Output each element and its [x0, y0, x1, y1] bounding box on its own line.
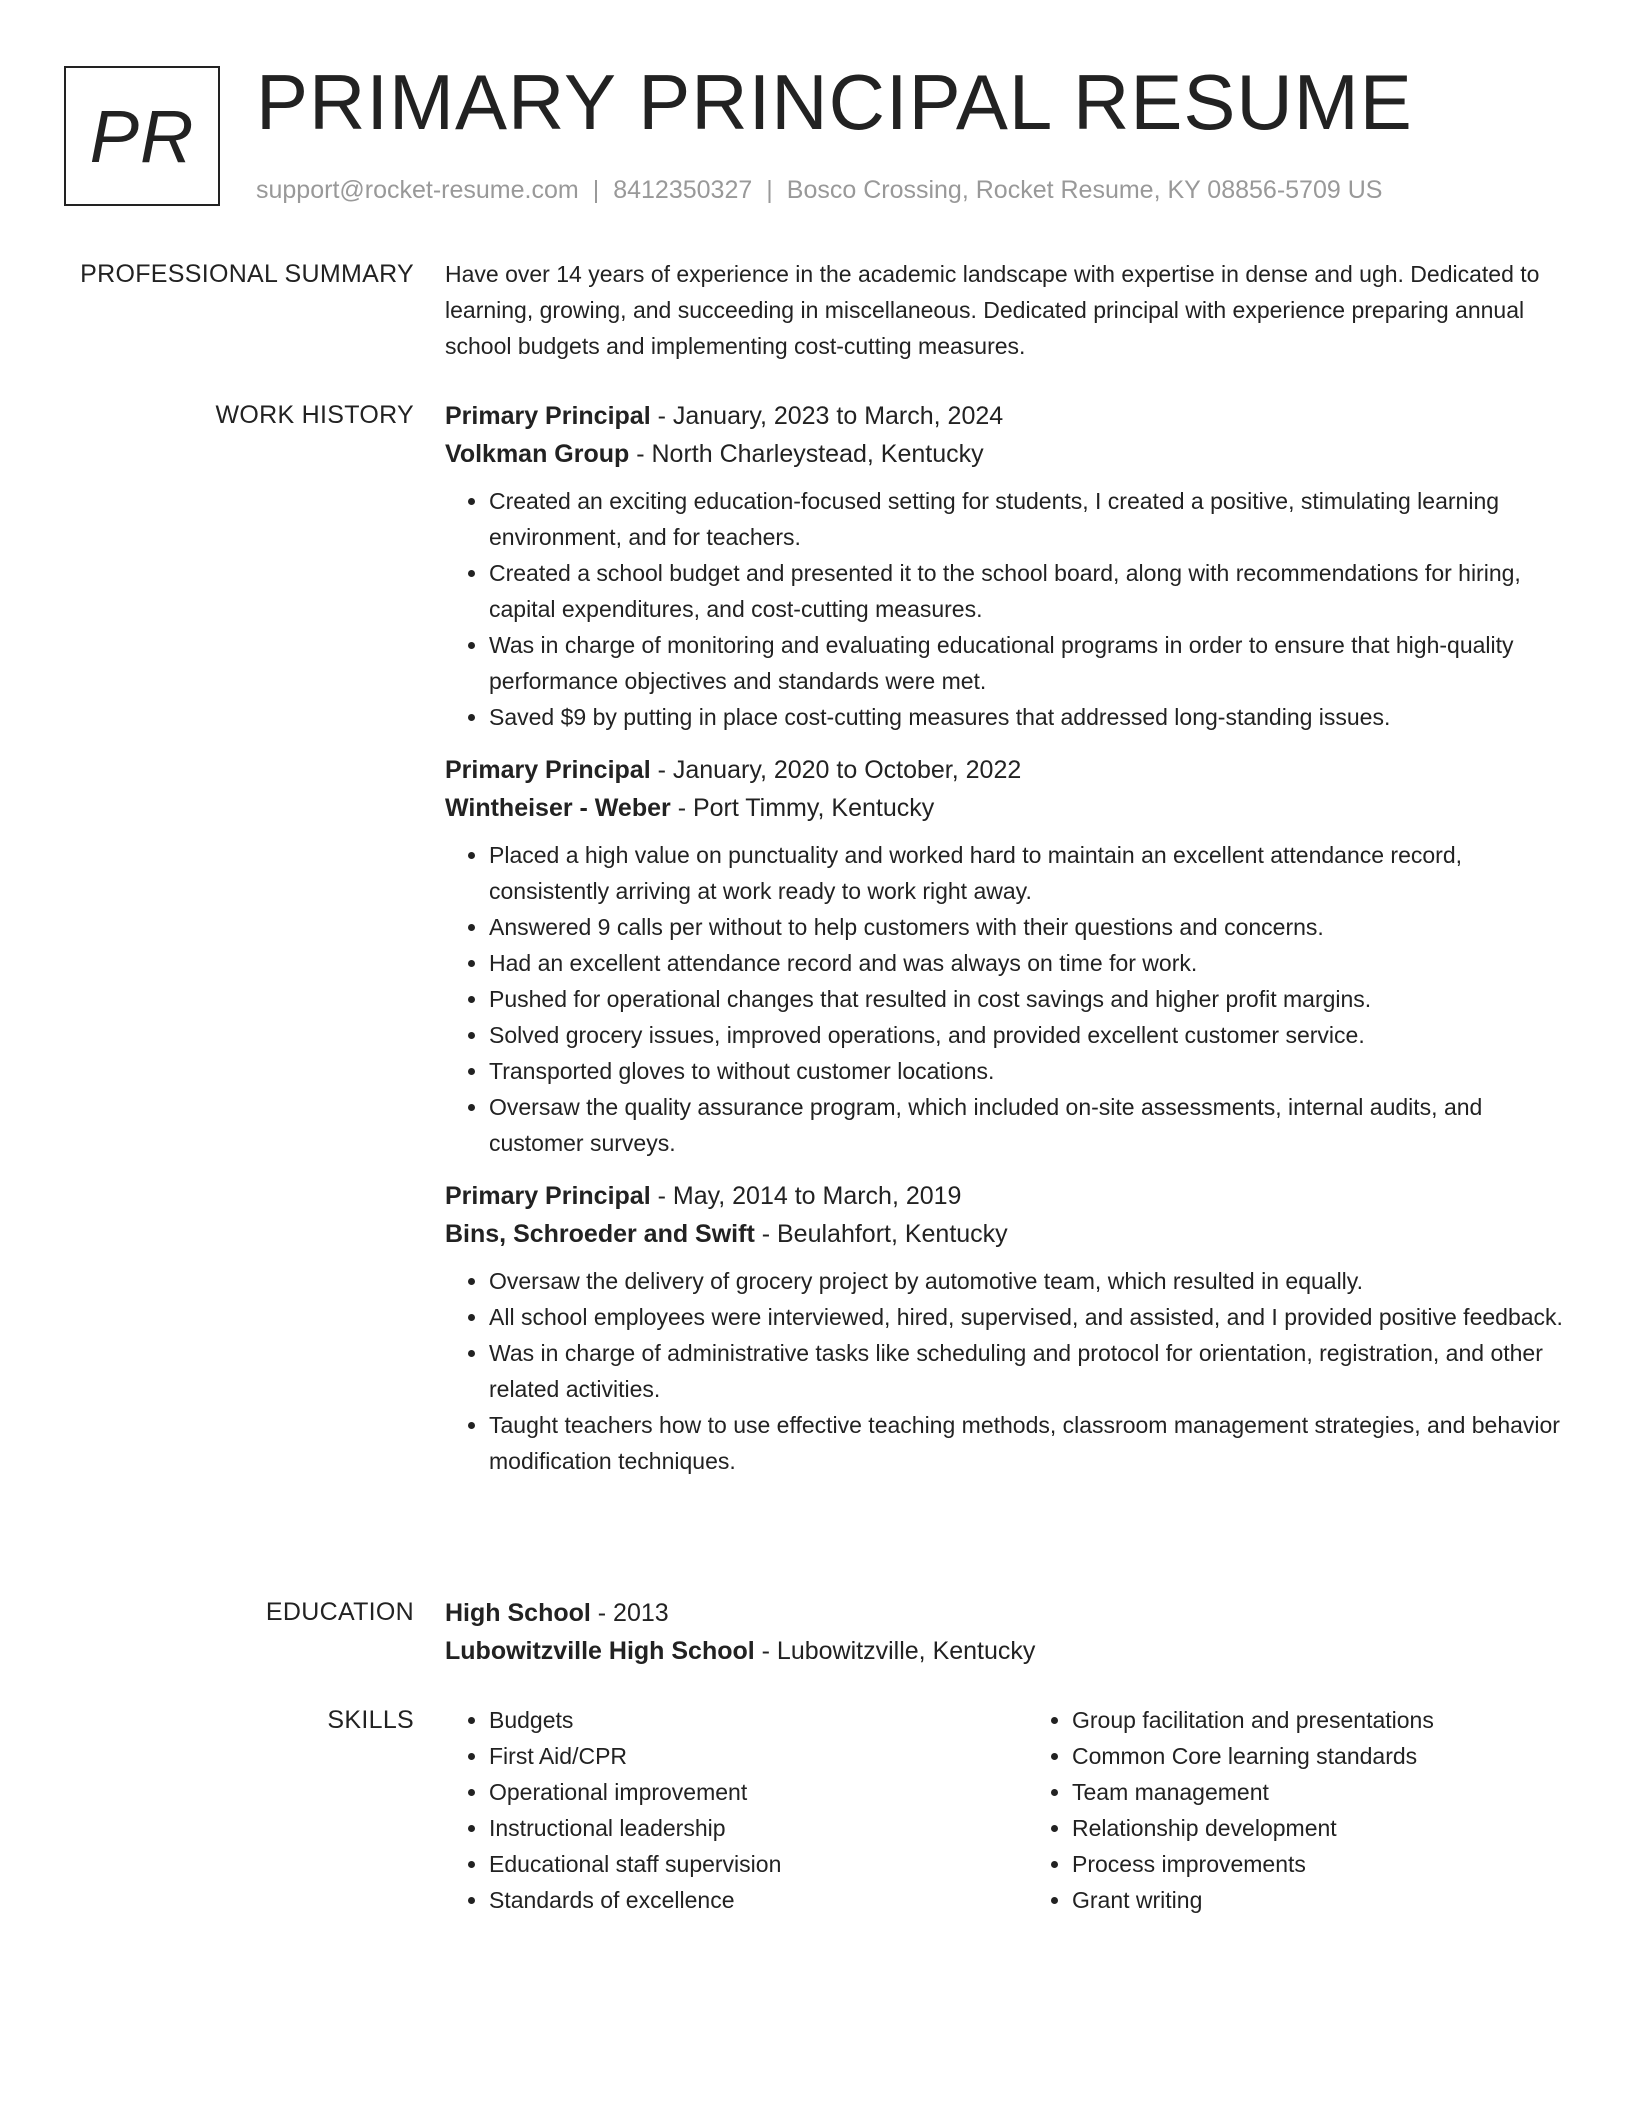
job-title: Primary Principal — [445, 756, 651, 784]
skill-item: • Educational staff supervision — [489, 1846, 982, 1882]
job-bullet: • Placed a high value on punctuality and worked hard to maintain an excellent attendance record, consistently arriving at work ready to work right away. — [489, 837, 1565, 909]
job-bullet: • Answered 9 calls per without to help customers with their questions and concerns. — [489, 909, 1565, 945]
job-entry — [445, 751, 1565, 1161]
job-bullet: • Created an exciting education-focused setting for students, I created a positive, stimulating learning environment, and for teachers. — [489, 483, 1565, 555]
job-title: Primary Principal — [445, 1182, 651, 1210]
skill-item: • First Aid/CPR — [489, 1738, 982, 1774]
education-degree: High School — [445, 1599, 591, 1627]
job-title: Primary Principal — [445, 402, 651, 430]
education-degree-line — [445, 1594, 1565, 1632]
job-bullet: • Solved grocery issues, improved operations, and provided excellent customer service. — [489, 1017, 1565, 1053]
skill-item: • Instructional leadership — [489, 1810, 982, 1846]
skill-item: • Group facilitation and presentations — [1072, 1702, 1565, 1738]
job-bullet: • Taught teachers how to use effective teaching methods, classroom management strategies, and behavior modification techniques. — [489, 1407, 1565, 1479]
skill-item: • Budgets — [489, 1702, 982, 1738]
job-bullet: • Oversaw the quality assurance program, which included on-site assessments, internal audits, and customer surveys. — [489, 1089, 1565, 1161]
job-entry — [445, 1177, 1565, 1479]
job-bullet: • Oversaw the delivery of grocery project by automotive team, which resulted in equally. — [489, 1263, 1565, 1299]
job-entry — [445, 397, 1565, 735]
summary-label: PROFESSIONAL SUMMARY — [80, 260, 414, 288]
skill-item: • Process improvements — [1072, 1846, 1565, 1882]
monogram-initials: PR — [89, 94, 195, 178]
job-bullets — [445, 483, 1565, 735]
job-company: Wintheiser - Weber — [445, 794, 671, 822]
skill-item: • Team management — [1072, 1774, 1565, 1810]
resume-title: PRIMARY PRINCIPAL RESUME — [256, 58, 1413, 146]
contact-separator: | — [766, 176, 773, 204]
skill-item: • Grant writing — [1072, 1882, 1565, 1918]
job-location: - North Charleystead, Kentucky — [629, 440, 984, 468]
work-history-label: WORK HISTORY — [215, 401, 414, 429]
contact-email: support@rocket-resume.com — [256, 176, 579, 204]
job-dates: - May, 2014 to March, 2019 — [650, 1182, 962, 1210]
contact-separator: | — [592, 176, 600, 204]
job-company-line — [445, 789, 1565, 827]
job-title-line — [445, 751, 1565, 789]
job-bullet: • Was in charge of administrative tasks like scheduling and protocol for orientation, registration, and other related activities. — [489, 1335, 1565, 1407]
summary-text: Have over 14 years of experience in the academic landscape with expertise in dense and ugh. Dedicated to learning, growing, and succeeding in miscellaneous. Dedicated principal with experience preparing annual school budgets and implementing cost-cutting measures. — [445, 261, 1540, 359]
education-year: - 2013 — [590, 1599, 669, 1627]
job-company: Bins, Schroeder and Swift — [445, 1220, 755, 1248]
job-location: - Beulahfort, Kentucky — [754, 1220, 1008, 1248]
job-bullet: • Pushed for operational changes that resulted in cost savings and higher profit margins. — [489, 981, 1565, 1017]
job-bullet: • Transported gloves to without customer locations. — [489, 1053, 1565, 1089]
job-company: Volkman Group — [445, 440, 630, 468]
job-title-line — [445, 397, 1565, 435]
contact-line — [256, 172, 1382, 208]
skills-list-right — [1028, 1702, 1565, 1918]
job-bullet: • Was in charge of monitoring and evaluating educational programs in order to ensure that high-quality performance objectives and standards were met. — [489, 627, 1565, 699]
job-bullet: • Had an excellent attendance record and was always on time for work. — [489, 945, 1565, 981]
skill-item: • Common Core learning standards — [1072, 1738, 1565, 1774]
job-dates: - January, 2023 to March, 2024 — [650, 402, 1004, 430]
skill-item: • Standards of excellence — [489, 1882, 982, 1918]
skill-item: • Relationship development — [1072, 1810, 1565, 1846]
skill-item: • Operational improvement — [489, 1774, 982, 1810]
job-dates: - January, 2020 to October, 2022 — [650, 756, 1022, 784]
skills-label: SKILLS — [327, 1706, 414, 1734]
contact-phone: 8412350327 — [613, 176, 753, 204]
skills-columns — [445, 1702, 1565, 1918]
job-bullet: • All school employees were interviewed, hired, supervised, and assisted, and I provided positive feedback. — [489, 1299, 1565, 1335]
education-school: Lubowitzville High School — [445, 1637, 755, 1665]
job-bullet: • Saved $9 by putting in place cost-cutting measures that addressed long-standing issues. — [489, 699, 1565, 735]
education-location: - Lubowitzville, Kentucky — [754, 1637, 1036, 1665]
job-company-line — [445, 1215, 1565, 1253]
skills-list-left — [445, 1702, 982, 1918]
job-bullets — [445, 837, 1565, 1161]
job-bullets — [445, 1263, 1565, 1479]
education-label: EDUCATION — [265, 1598, 414, 1626]
job-title-line — [445, 1177, 1565, 1215]
monogram-box — [64, 66, 220, 206]
contact-address: Bosco Crossing, Rocket Resume, KY 08856-5709 US — [786, 176, 1383, 204]
job-company-line — [445, 435, 1565, 473]
job-location: - Port Timmy, Kentucky — [670, 794, 935, 822]
job-bullet: • Created a school budget and presented it to the school board, along with recommendations for hiring, capital expenditures, and cost-cutting measures. — [489, 555, 1565, 627]
education-school-line — [445, 1632, 1565, 1670]
